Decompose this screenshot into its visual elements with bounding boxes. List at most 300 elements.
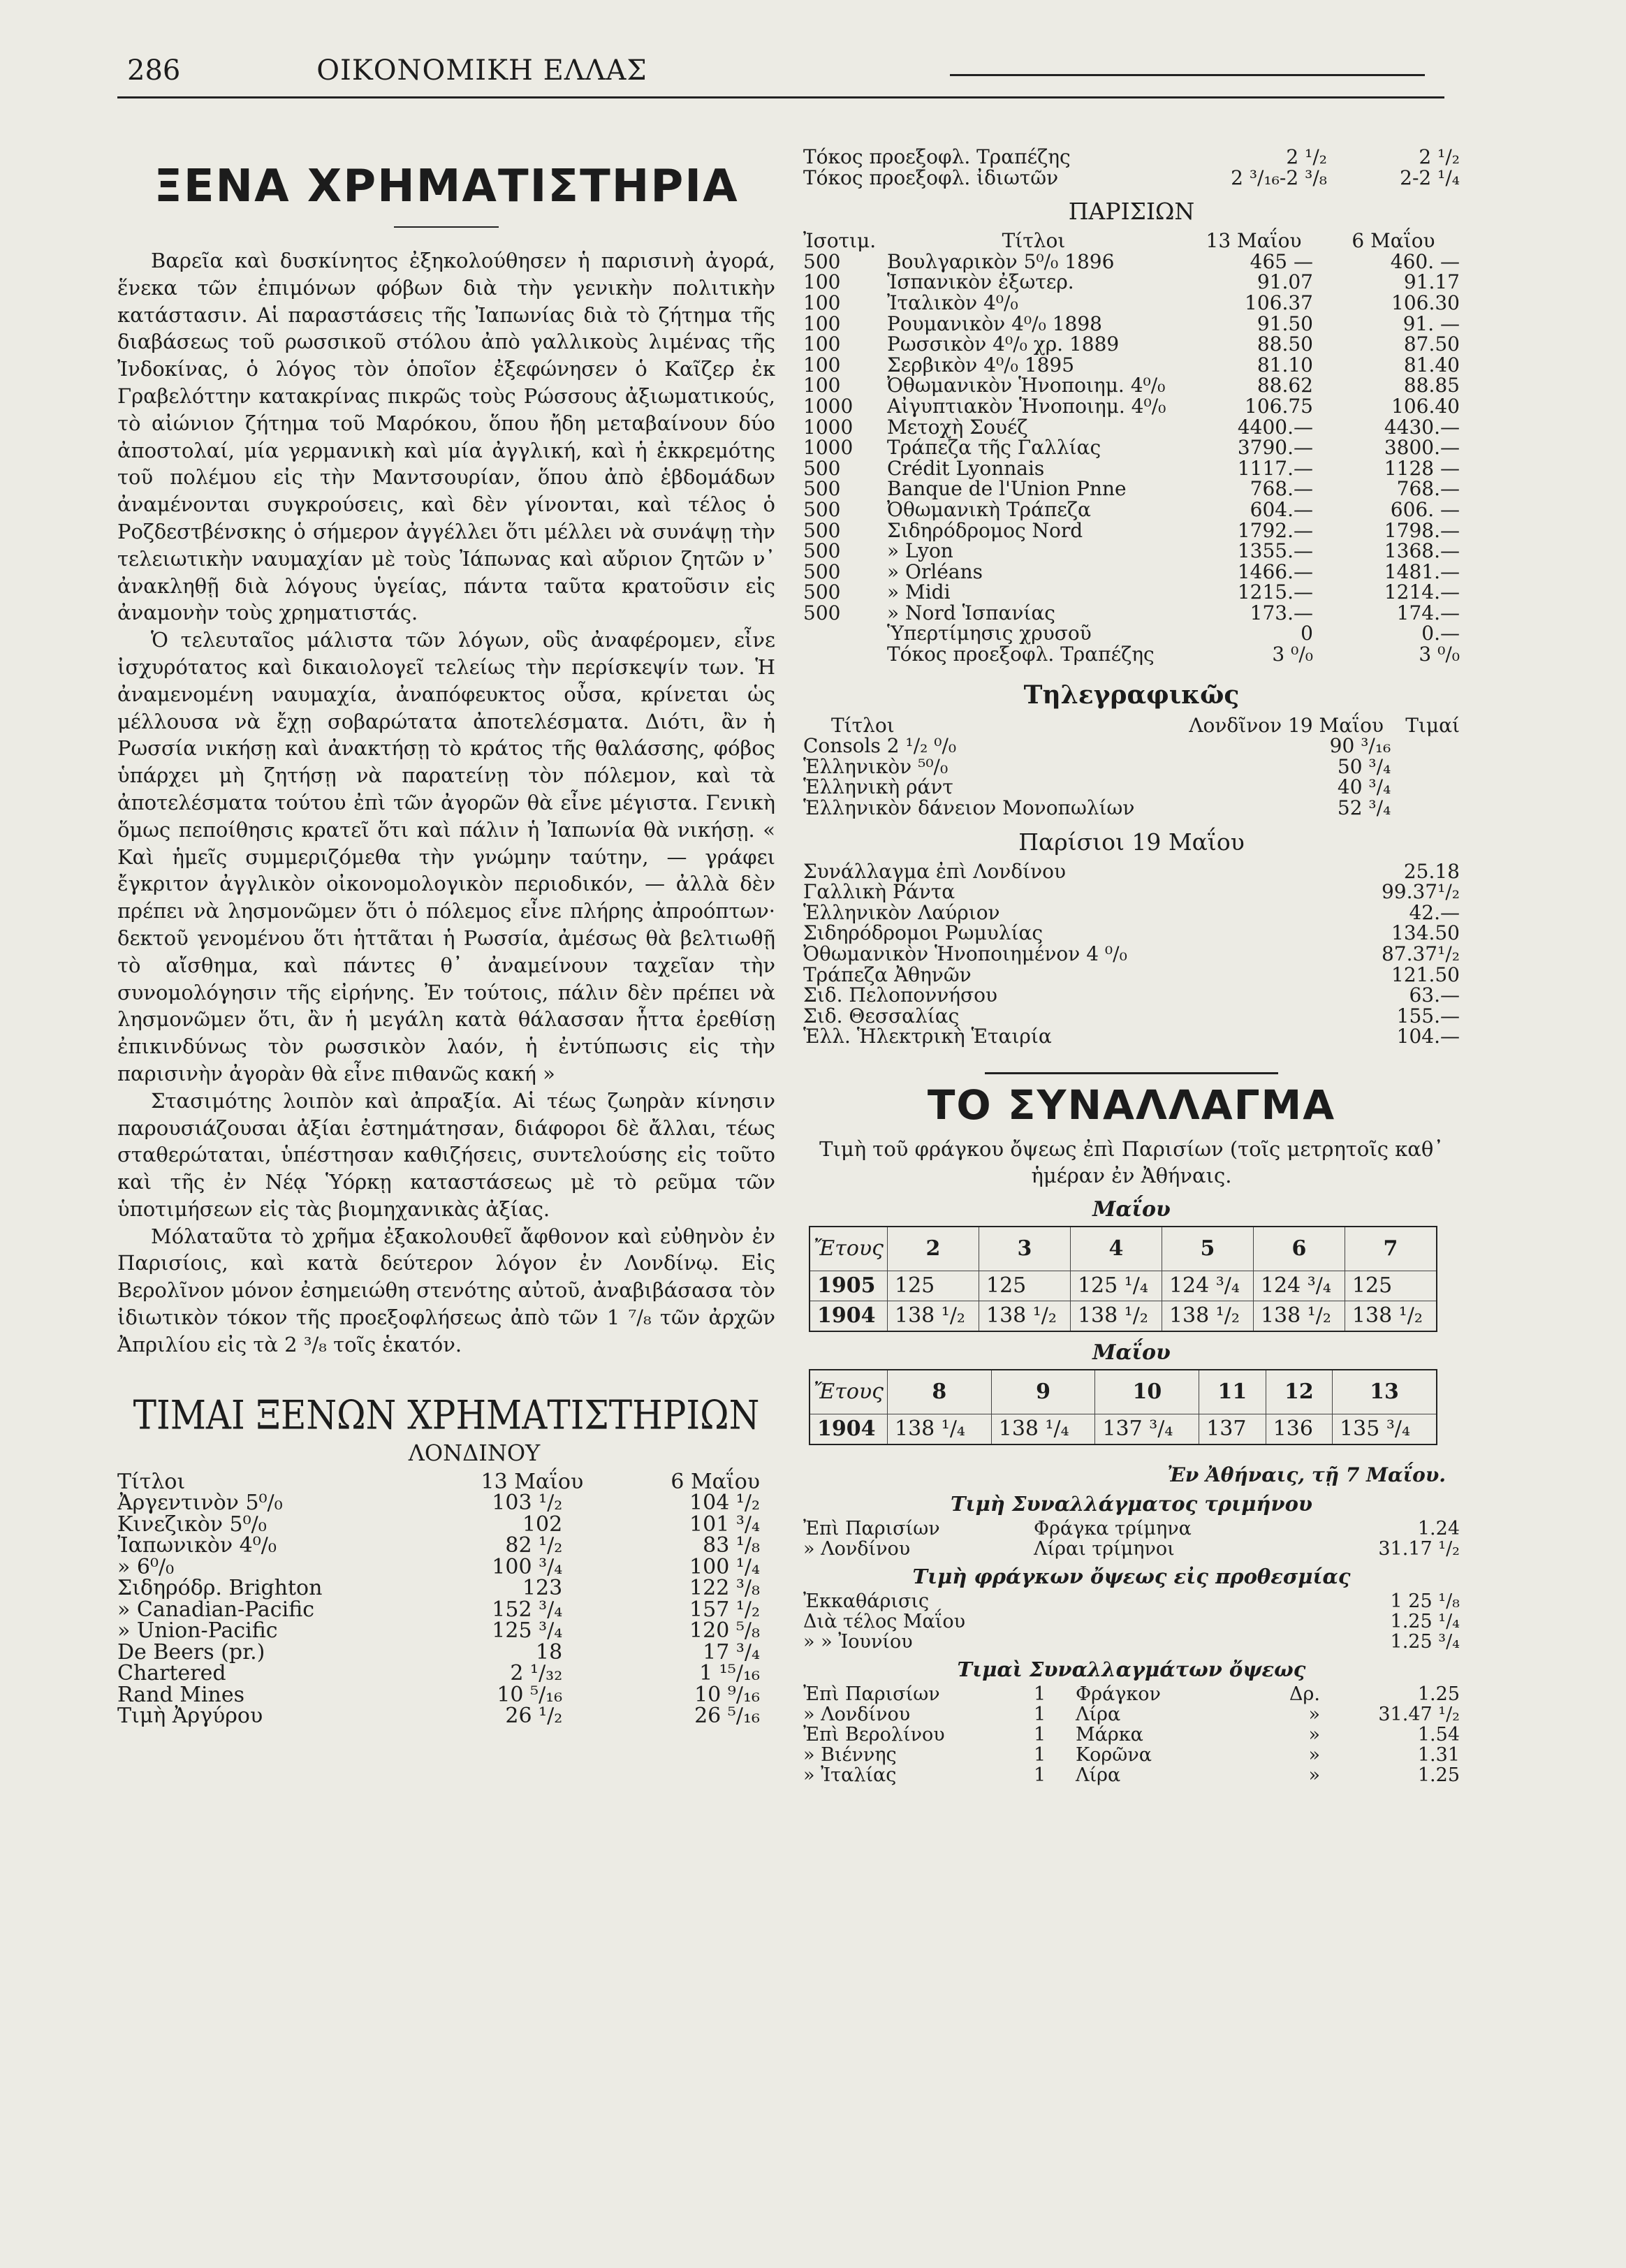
col-header-may6: 6 Μαΐου xyxy=(1352,229,1435,253)
price-may13: 81.10 xyxy=(1257,353,1313,376)
rate-may6: 2-2 ¹/₄ xyxy=(1400,166,1460,189)
table-row xyxy=(803,736,1460,756)
article-paragraph: Ὁ τελευταῖος μάλιστα τῶν λόγων, οὓς ἀναφέρομεν, εἶνε ἰσχυρότατος καὶ δικαιολογεῖ τελείως τὴν περίσκεψίν των. Ἡ ἀναμενομένη ναυμαχία, ἀναπόφευκτος οὖσα, κρίνεται ὡς μέλλουσα νὰ ἔχῃ σοβαρώτατα ἀποτελέσματα. Διότι, ἂν ἡ Ρωσσία νικήσῃ καὶ ἀνακτήσῃ τὸ κράτος τῆς θαλάσσης, φόβος ὑπάρχει μὴ ζητήσῃ νὰ παρατείνῃ τὸν πόλεμον, καὶ τὰ ἀποτελέσματα τούτου ἐπὶ τῶν ἀγορῶν θὰ εἶνε μέγιστα. Γενικὴ ὅμως πεποίθησις κρατεῖ ὅτι καὶ πάλιν ἡ Ἰαπωνία θὰ νικήσῃ. « Καὶ ἡμεῖς συμμεριζόμεθα τὴν γνώμην ταύτην, — γράφει ἔγκριτον ἀγγλικὸν οἰκονομολογικὸν περιοδικόν, — ἀλλὰ δὲν πρέπει νὰ λησμονῶμεν ὅτι ὁ πόλεμος εἶνε πλήρης ἀπροόπτων· δεκτοῦ γενομένου ὅτι ἡττᾶται ἡ Ρωσσία, ἀμέσως θὰ βελτιωθῇ τὸ αἴσθημα, καὶ πάντες θ᾽ ἀναμείνουν ταχεῖαν τὴν συνομολόγησιν τῆς εἰρήνης. Ἐν τούτοις, πάλιν δὲν πρέπει νὰ λησμονῶμεν ὅτι, ἂν ἡ μεγάλη κατὰ θάλασσαν ἧττα ἐρεθίσῃ ἐπικινδύνως τὸν ρωσσικὸν λαόν, ἡ ἐντύπωσις εἰς τὴν παρισινὴν ἀγορὰν θὰ εἶνε πιθανῶς κακή » xyxy=(117,628,775,1085)
price: 121.50 xyxy=(1391,963,1460,986)
sight-title: Τιμαὶ Συναλλαγμάτων ὄψεως xyxy=(957,1657,1306,1681)
security-name: Ἀργεντινὸν 5⁰/₀ xyxy=(117,1491,283,1516)
currency-symbol: Δρ. xyxy=(1289,1683,1320,1705)
telegraph-paris-title: Παρίσιοι 19 Μαΐου xyxy=(1018,828,1245,856)
table-row xyxy=(803,437,1460,458)
table-row xyxy=(117,1642,760,1664)
parity: 500 xyxy=(803,518,841,542)
price-may6: 1214.— xyxy=(1384,580,1460,604)
parity: 100 xyxy=(803,291,841,314)
place: » Ἰταλίας xyxy=(803,1764,897,1786)
rate-cell: 136 xyxy=(1266,1414,1332,1444)
rate-may13: 2 ¹/₂ xyxy=(1286,145,1327,168)
security-name: Γαλλικὴ Ράντα xyxy=(803,880,955,904)
price-may13: 173.— xyxy=(1250,601,1313,624)
security-name: Μετοχὴ Σουέζ xyxy=(887,415,1028,439)
day-header: 5 xyxy=(1162,1227,1253,1271)
price: 87.37¹/₂ xyxy=(1381,942,1460,965)
unit: 1 xyxy=(1034,1723,1046,1746)
parity: 500 xyxy=(803,477,841,501)
rate-cell: 137 ³/₄ xyxy=(1095,1414,1199,1444)
running-title: ΟΙΚΟΝΟΜΙΚΗ ΕΛΛΑΣ xyxy=(316,54,647,87)
parity: 100 xyxy=(803,374,841,397)
col-header-may13: 13 Μαΐου xyxy=(1206,229,1302,253)
security-name: Ὑπερτίμησις χρυσοῦ xyxy=(887,622,1092,645)
term-table xyxy=(803,1591,1460,1652)
price-may6: 157 ¹/₂ xyxy=(689,1597,760,1622)
rate-cell: 125 xyxy=(1345,1271,1437,1301)
security-name: Σιδηρόδρομος Nord xyxy=(887,518,1083,542)
term: Ἐκκαθάρισις xyxy=(803,1590,930,1612)
security-name: Συνάλλαγμα ἐπὶ Λονδίνου xyxy=(803,859,1067,883)
price-may13: 106.75 xyxy=(1245,394,1313,418)
table-row xyxy=(803,1026,1460,1047)
table-row xyxy=(117,1535,760,1557)
currency-symbol: » xyxy=(1308,1723,1320,1746)
rate: 1.25 xyxy=(1417,1683,1460,1705)
article-paragraph: Στασιμότης λοιπὸν καὶ ἀπραξία. Αἱ τέως ζωηρὰν κίνησιν παρουσιάζουσαι ἀξίαι ἐστημάτησαν, διάφοροι δὲ ἄλλαι, τέως σταθερώταται, ὑπέστησαν καθιζήσεις, συντελούσης εἰς τοῦτο καὶ τῆς ἐν Νέᾳ Ὑόρκῃ καταστάσεως μὲ τὸ ρεῦμα τῶν ὑποτιμήσεων εἰς τὰς βιομηχανικὰς ἀξίας. xyxy=(117,1088,775,1221)
quarterly-table xyxy=(803,1519,1460,1559)
paris-title: ΠΑΡΙΣΙΩΝ xyxy=(1068,198,1195,226)
price-may6: 10 ⁹/₁₆ xyxy=(694,1682,760,1707)
currency-symbol: » xyxy=(1308,1764,1320,1786)
parity: 500 xyxy=(803,456,841,480)
price-may6: 26 ⁵/₁₆ xyxy=(694,1704,760,1729)
london-prices-table xyxy=(117,1469,760,1729)
col-header-may13: 13 Μαΐου xyxy=(481,1469,584,1494)
price: 90 ³/₁₆ xyxy=(1329,734,1391,758)
page-number: 286 xyxy=(127,54,181,87)
table-row xyxy=(117,1600,760,1621)
rate-name: Τόκος προεξοφλ. ἰδιωτῶν xyxy=(803,166,1059,189)
day-header: 8 xyxy=(888,1370,992,1414)
day-header: 10 xyxy=(1095,1370,1199,1414)
rate-cell: 138 ¹/₂ xyxy=(1070,1301,1162,1331)
day-header: 2 xyxy=(888,1227,979,1271)
parity: 500 xyxy=(803,539,841,563)
security-name: Ἰταλικὸν 4⁰/₀ xyxy=(887,291,1018,314)
price: 155.— xyxy=(1396,1004,1460,1027)
price-may6: 101 ³/₄ xyxy=(689,1512,760,1537)
parity: 500 xyxy=(803,601,841,624)
header-double-rule xyxy=(117,96,1444,98)
price: 63.— xyxy=(1409,983,1460,1007)
telegraph-title: Τηλεγραφικῶς xyxy=(1023,680,1240,710)
price-may6: 87.50 xyxy=(1403,332,1460,356)
price-may13: 1215.— xyxy=(1237,580,1313,604)
parity: 100 xyxy=(803,332,841,356)
security-name: Ρωσσικὸν 4⁰/₀ χρ. 1889 xyxy=(887,332,1120,356)
table-row xyxy=(803,293,1460,314)
price-may6: 91.17 xyxy=(1403,270,1460,294)
security-name: Τράπεζα Ἀθηνῶν xyxy=(803,963,972,986)
price: 50 ³/₄ xyxy=(1337,754,1391,778)
security-name: » Midi xyxy=(887,580,951,604)
table-row xyxy=(803,623,1460,644)
security-name: Σιδ. Θεσσαλίας xyxy=(803,1004,960,1027)
rate-cell: 124 ³/₄ xyxy=(1253,1271,1345,1301)
table-row xyxy=(803,458,1460,479)
price-may6: 3800.— xyxy=(1384,436,1460,460)
security-name: Ὀθωμανικὸν Ἡνοποιημένον 4 ⁰/₀ xyxy=(803,942,1127,965)
telegraph-paris-table xyxy=(803,861,1460,1047)
day-header: 12 xyxy=(1266,1370,1332,1414)
price-may6: 100 ¹/₄ xyxy=(689,1554,760,1579)
col-header-titles: Τίτλοι xyxy=(831,713,895,737)
parity: 100 xyxy=(803,270,841,294)
price-may6: 1481.— xyxy=(1384,559,1460,583)
price-may6: 1798.— xyxy=(1384,518,1460,542)
place: » Λονδίνου xyxy=(803,1537,911,1560)
price-may13: 103 ¹/₂ xyxy=(492,1491,563,1516)
right-column xyxy=(803,147,1460,1785)
security-name: » Nord Ἱσπανίας xyxy=(887,601,1055,624)
article-paragraph: Βαρεῖα καὶ δυσκίνητος ἐξηκολούθησεν ἡ παρισινὴ ἀγορά, ἕνεκα τῶν ἐπιμόνων φόβων διὰ τὴν γενικὴν πολιτικὴν κατάστασιν. Αἱ παραστάσεις τῆς Ἰαπωνίας διὰ τὸ ζήτημα τῆς διαβάσεως τοῦ ρωσσικοῦ στόλου ἀπὸ γαλλικοὺς λιμένας τῆς Ἰνδοκίνας, ὁ λόγος τὸν ὁποῖον ἐξεφώνησεν ὁ Καῖζερ ἐκ Γραβελόττην κατακρίνας πικρῶς τοὺς Ρώσσους ἀξιωματικούς, τὸ αἰώνιον ζήτημα τοῦ Μαρόκου, ὅπου ἤδη μεταβαίνουν δύο ἀποστολαί, μία γερμανικὴ καὶ μία ἀγγλική, καὶ ἡ ἐκκρεμότης τοῦ πολέμου εἰς τὴν Μαντσουρίαν, ὅπου ἀπὸ ἑβδομάδων ἀναμένονται συγκρούσεις, καὶ δὲν γίνονται, καὶ τέλος ὁ Ροζδεστβένσκης ὁ σήμερον ἀγγέλλει ὅτι μέλλει νὰ συνάψῃ τὴν τελειωτικὴν ναυμαχίαν μὲ τοὺς Ἰάπωνας καὶ αὔριον ζητῶν ν᾽ ἀνακληθῇ διὰ λόγους ὑγείας, πάντα ταῦτα κρατοῦσιν εἰς ἀναμονὴν τοὺς χρηματιστάς. xyxy=(117,249,775,625)
table-row xyxy=(117,1706,760,1727)
security-name: Βουλγαρικὸν 5⁰/₀ 1896 xyxy=(887,249,1115,273)
month-label: Μαΐου xyxy=(1092,1340,1171,1365)
parity: 100 xyxy=(803,353,841,376)
price-may6: 0.— xyxy=(1421,622,1460,645)
year-header: Ἔτους xyxy=(810,1227,888,1271)
security-name: Σιδηρόδρομοι Ρωμυλίας xyxy=(803,921,1043,945)
table-row xyxy=(803,1745,1460,1765)
price: 52 ³/₄ xyxy=(1337,796,1391,820)
parity: 500 xyxy=(803,559,841,583)
security-name: Ἑλλ. Ἡλεκτρικὴ Ἑταιρία xyxy=(803,1025,1052,1048)
term: » » Ἰουνίου xyxy=(803,1630,913,1653)
rate-cell: 125 xyxy=(979,1271,1070,1301)
security-name: Ἑλληνικὴ ράντ xyxy=(803,775,953,799)
price: 134.50 xyxy=(1391,921,1460,945)
price-may6: 1 ¹⁵/₁₆ xyxy=(699,1661,760,1686)
table-row xyxy=(803,499,1460,520)
discount-rates-table xyxy=(803,147,1460,188)
day-header: 6 xyxy=(1253,1227,1345,1271)
price-may6: 122 ³/₈ xyxy=(689,1576,760,1601)
price-may13: 18 xyxy=(536,1639,563,1665)
table-row xyxy=(117,1514,760,1536)
table-row xyxy=(803,520,1460,541)
currency: Λίρα xyxy=(1076,1703,1121,1725)
table-row xyxy=(803,1006,1460,1027)
parity: 1000 xyxy=(803,436,854,460)
parity: 500 xyxy=(803,249,841,273)
price-may6: 104 ¹/₂ xyxy=(689,1491,760,1516)
currency: Λίραι τρίμηνοι xyxy=(1034,1537,1175,1560)
price-may6: 4430.— xyxy=(1384,415,1460,439)
table-row xyxy=(803,985,1460,1006)
price-may13: 102 xyxy=(522,1512,563,1537)
section-rule xyxy=(985,1072,1278,1074)
price-may13: 91.07 xyxy=(1257,270,1313,294)
price-may13: 152 ³/₄ xyxy=(492,1597,563,1622)
security-name: Ἱσπανικὸν ἐξωτερ. xyxy=(887,270,1074,294)
article-paragraph: Μόλαταῦτα τὸ χρῆμα ἐξακολουθεῖ ἄφθονον καὶ εὐθηνὸν ἐν Παρισίοις, καὶ κατὰ δεύτερον λόγον ἐν Λονδίνῳ. Εἰς Βερολῖνον μόνον ἐσημειώθη στενότης αὐτοῦ, ἀναβιβάσασα τὸν ἰδιωτικὸν τόκον τῆς προεξοφλήσεως ἀπὸ τῶν 1 ⁷/₈ τῶν ἀρχῶν Ἀπριλίου εἰς τὰ 2 ³/₈ τοῖς ἑκατόν. xyxy=(117,1224,775,1356)
foreign-exchanges-title: ΤΙΜΑΙ ΞΕΝΩΝ ΧΡΗΜΑΤΙΣΤΗΡΙΩΝ xyxy=(133,1391,760,1439)
year-row xyxy=(810,1301,1437,1331)
price-may13: 125 ³/₄ xyxy=(492,1618,563,1644)
price-may6: 1368.— xyxy=(1384,539,1460,563)
quarterly-title: Τιμὴ Συναλλάγματος τριμήνου xyxy=(950,1491,1313,1516)
price-may13: 106.37 xyxy=(1245,291,1313,314)
year-row xyxy=(810,1414,1437,1444)
price-may6: 106.40 xyxy=(1391,394,1460,418)
unit: 1 xyxy=(1034,1703,1046,1725)
paris-prices-table xyxy=(803,231,1460,664)
price-may6: 174.— xyxy=(1396,601,1460,624)
exchange-caption: Τιμὴ τοῦ φράγκου ὄψεως ἐπὶ Παρισίων (τοῖς μετρητοῖς καθ᾽ ἡμέραν ἐν Ἀθήναις. xyxy=(819,1136,1444,1187)
table-row xyxy=(803,1611,1460,1632)
security-name: Σιδηρόδρ. Brighton xyxy=(117,1576,323,1601)
security-name: De Beers (pr.) xyxy=(117,1639,265,1665)
parity: 1000 xyxy=(803,394,854,418)
security-name: Ὀθωμανικὸν Ἡνοποιημ. 4⁰/₀ xyxy=(887,374,1166,397)
rate: 1 25 ¹/₈ xyxy=(1390,1590,1460,1612)
security-name: Ἰαπωνικὸν 4⁰/₀ xyxy=(117,1533,277,1558)
currency: Φράγκον xyxy=(1076,1683,1161,1705)
term-title: Τιμὴ φράγκων ὄψεως εἰς προθεσμίας xyxy=(912,1564,1351,1588)
price-may6: 88.85 xyxy=(1403,374,1460,397)
rate-cell: 125 xyxy=(888,1271,979,1301)
table-row xyxy=(803,562,1460,583)
price-may6: 460. — xyxy=(1390,249,1460,273)
rate-cell: 124 ³/₄ xyxy=(1162,1271,1253,1301)
exchange-title: ΤΟ ΣΥΝΑΛΛΑΓΜΑ xyxy=(927,1081,1336,1129)
rate: 1.25 ¹/₄ xyxy=(1390,1610,1460,1632)
price-may13: 1466.— xyxy=(1237,559,1313,583)
security-name: Ὀθωμανικὴ Τράπεζα xyxy=(887,497,1091,521)
article-title: ΞΕΝΑ ΧΡΗΜΑΤΙΣΤΗΡΙΑ xyxy=(154,161,739,212)
price-may6: 606. — xyxy=(1390,497,1460,521)
table-row xyxy=(803,355,1460,376)
col-header-may6: 6 Μαΐου xyxy=(671,1469,760,1494)
price-may13: 10 ⁵/₁₆ xyxy=(497,1682,563,1707)
parity: 1000 xyxy=(803,415,854,439)
year-cell: 1904 xyxy=(810,1301,888,1331)
table-row xyxy=(803,1765,1460,1785)
unit: 1 xyxy=(1034,1743,1046,1766)
table-row xyxy=(803,881,1460,902)
rate-cell: 138 ¹/₂ xyxy=(1162,1301,1253,1331)
security-name: Chartered xyxy=(117,1661,226,1686)
price-may13: 26 ¹/₂ xyxy=(505,1704,563,1729)
price-may6: 3 ⁰/₀ xyxy=(1419,643,1460,666)
security-name: Τόκος προεξοφλ. Τραπέζης xyxy=(887,643,1155,666)
price: 104.— xyxy=(1396,1025,1460,1048)
left-column xyxy=(117,105,775,1727)
currency: Λίρα xyxy=(1076,1764,1121,1786)
rate-name: Τόκος προεξοφλ. Τραπέζης xyxy=(803,145,1071,168)
rate-cell: 138 ¹/₄ xyxy=(888,1414,992,1444)
exchange-table-1 xyxy=(809,1226,1437,1332)
security-name: Consols 2 ¹/₂ ⁰/₀ xyxy=(803,734,957,758)
security-name: Banque de l'Union Pnne xyxy=(887,477,1127,501)
day-header: 13 xyxy=(1333,1370,1437,1414)
table-row xyxy=(803,147,1460,168)
security-name: Rand Mines xyxy=(117,1682,245,1707)
place: Ἐπὶ Παρισίων xyxy=(803,1683,940,1705)
year-cell: 1905 xyxy=(810,1271,888,1301)
rate: 1.25 xyxy=(1417,1764,1460,1786)
price-may6: 1128 — xyxy=(1384,456,1460,480)
security-name: Αἰγυπτιακὸν Ἡνοποιημ. 4⁰/₀ xyxy=(887,394,1166,418)
price-may13: 604.— xyxy=(1250,497,1313,521)
london-subtitle: ΛΟΝΔΙΝΟΥ xyxy=(408,1439,541,1466)
price-may6: 91. — xyxy=(1402,312,1460,335)
price-may6: 106.30 xyxy=(1391,291,1460,314)
header-row xyxy=(810,1227,1437,1271)
parity xyxy=(803,623,887,644)
price: 99.37¹/₂ xyxy=(1381,880,1460,904)
security-name: » Lyon xyxy=(887,539,953,563)
security-name: Τιμὴ Ἀργύρου xyxy=(117,1704,263,1729)
rate-may6: 2 ¹/₂ xyxy=(1419,145,1460,168)
table-row xyxy=(803,1704,1460,1725)
sight-table xyxy=(803,1684,1460,1785)
table-row xyxy=(803,251,1460,272)
exchange-table-2 xyxy=(809,1369,1437,1445)
table-row xyxy=(117,1557,760,1579)
rate: 31.17 ¹/₂ xyxy=(1378,1537,1460,1560)
rate: 1.31 xyxy=(1417,1743,1460,1766)
security-name: Σερβικὸν 4⁰/₀ 1895 xyxy=(887,353,1075,376)
col-header-titles: Τίτλοι xyxy=(117,1469,186,1494)
unit: 1 xyxy=(1034,1683,1046,1705)
unit: 1 xyxy=(1034,1764,1046,1786)
rate-cell: 138 ¹/₂ xyxy=(1253,1301,1345,1331)
rate-cell: 137 xyxy=(1199,1414,1266,1444)
price-may6: 81.40 xyxy=(1403,353,1460,376)
year-row xyxy=(810,1271,1437,1301)
parity xyxy=(803,644,887,665)
table-row xyxy=(803,417,1460,438)
security-name: Κινεζικὸν 5⁰/₀ xyxy=(117,1512,267,1537)
price-may6: 83 ¹/₈ xyxy=(703,1533,760,1558)
price-may13: 1792.— xyxy=(1237,518,1313,542)
day-header: 4 xyxy=(1070,1227,1162,1271)
price-may13: 1117.— xyxy=(1237,456,1313,480)
security-name: Σιδ. Πελοποννήσου xyxy=(803,983,998,1007)
rate-cell: 138 ¹/₂ xyxy=(888,1301,979,1331)
security-name: Ἑλληνικὸν Λαύριον xyxy=(803,900,1000,924)
col-header-titles: Τίτλοι xyxy=(1002,229,1066,253)
day-header: 11 xyxy=(1199,1370,1266,1414)
rate-cell: 138 ¹/₄ xyxy=(991,1414,1095,1444)
price-may13: 1355.— xyxy=(1237,539,1313,563)
price-may13: 82 ¹/₂ xyxy=(505,1533,563,1558)
table-row xyxy=(803,375,1460,396)
table-row xyxy=(803,334,1460,355)
place: » Λονδίνου xyxy=(803,1703,911,1725)
table-row xyxy=(803,1684,1460,1704)
table-row xyxy=(803,965,1460,986)
table-row xyxy=(803,1591,1460,1611)
parity: 500 xyxy=(803,497,841,521)
security-name: » Union-Pacific xyxy=(117,1618,278,1644)
col-header-london-date: Λονδῖνον 19 Μαΐου xyxy=(1189,713,1384,737)
currency: Φράγκα τρίμηνα xyxy=(1034,1517,1192,1539)
currency-symbol: » xyxy=(1308,1703,1320,1725)
table-row xyxy=(803,1539,1460,1559)
col-header-parity: Ἰσοτιμ. xyxy=(803,229,877,253)
rate: 31.47 ¹/₂ xyxy=(1378,1703,1460,1725)
security-name: » 6⁰/₀ xyxy=(117,1554,175,1579)
place: » Βιέννης xyxy=(803,1743,897,1766)
table-row xyxy=(117,1685,760,1706)
table-row xyxy=(803,798,1460,819)
price-may6: 768.— xyxy=(1396,477,1460,501)
price-may13: 3 ⁰/₀ xyxy=(1272,643,1313,666)
price-may13: 4400.— xyxy=(1237,415,1313,439)
table-row xyxy=(117,1493,760,1514)
col-header-prices: Τιμαί xyxy=(1405,713,1460,737)
table-row xyxy=(117,1663,760,1685)
place: Ἐπὶ Βερολίνου xyxy=(803,1723,945,1746)
table-row xyxy=(803,777,1460,798)
security-name: Τράπεζα τῆς Γαλλίας xyxy=(887,436,1101,460)
table-row xyxy=(803,1519,1460,1539)
table-row xyxy=(117,1620,760,1642)
price-may13: 2 ¹/₃₂ xyxy=(510,1661,563,1686)
table-row xyxy=(803,168,1460,189)
price-may13: 768.— xyxy=(1250,477,1313,501)
parity: 500 xyxy=(803,580,841,604)
security-name: Ἑλληνικὸν ⁵⁰/₀ xyxy=(803,754,948,778)
security-name: » Orléans xyxy=(887,559,983,583)
security-name: Crédit Lyonnais xyxy=(887,456,1045,480)
month-label: Μαΐου xyxy=(1092,1197,1171,1222)
price-may13: 465 — xyxy=(1250,249,1313,273)
price: 40 ³/₄ xyxy=(1337,775,1391,799)
table-row xyxy=(803,603,1460,624)
currency-symbol: » xyxy=(1308,1743,1320,1766)
day-header: 9 xyxy=(991,1370,1095,1414)
table-row xyxy=(803,902,1460,923)
rate: 1.54 xyxy=(1417,1723,1460,1746)
header-row xyxy=(810,1370,1437,1414)
table-row xyxy=(803,861,1460,882)
table-row xyxy=(803,396,1460,417)
table-row xyxy=(803,272,1460,293)
rate-may13: 2 ³/₁₆-2 ³/₈ xyxy=(1231,166,1327,189)
rate: 1.24 xyxy=(1417,1517,1460,1539)
table-row xyxy=(803,1632,1460,1652)
title-rule xyxy=(394,226,499,228)
header-rule xyxy=(950,74,1425,76)
price-may13: 88.50 xyxy=(1257,332,1313,356)
term: Διὰ τέλος Μαΐου xyxy=(803,1610,966,1632)
price-may6: 120 ⁵/₈ xyxy=(689,1618,760,1644)
rate-cell: 125 ¹/₄ xyxy=(1070,1271,1162,1301)
table-row xyxy=(803,478,1460,499)
table-row xyxy=(803,944,1460,965)
dateline: Ἐν Ἀθήναις, τῇ 7 Μαΐου. xyxy=(1167,1463,1446,1486)
rate-cell: 135 ³/₄ xyxy=(1333,1414,1437,1444)
price-may13: 3790.— xyxy=(1237,436,1313,460)
table-row xyxy=(803,314,1460,335)
price-may13: 100 ³/₄ xyxy=(492,1554,563,1579)
table-row xyxy=(803,582,1460,603)
price: 42.— xyxy=(1409,900,1460,924)
table-row xyxy=(803,756,1460,777)
price-may13: 0 xyxy=(1301,622,1313,645)
year-cell: 1904 xyxy=(810,1414,888,1444)
